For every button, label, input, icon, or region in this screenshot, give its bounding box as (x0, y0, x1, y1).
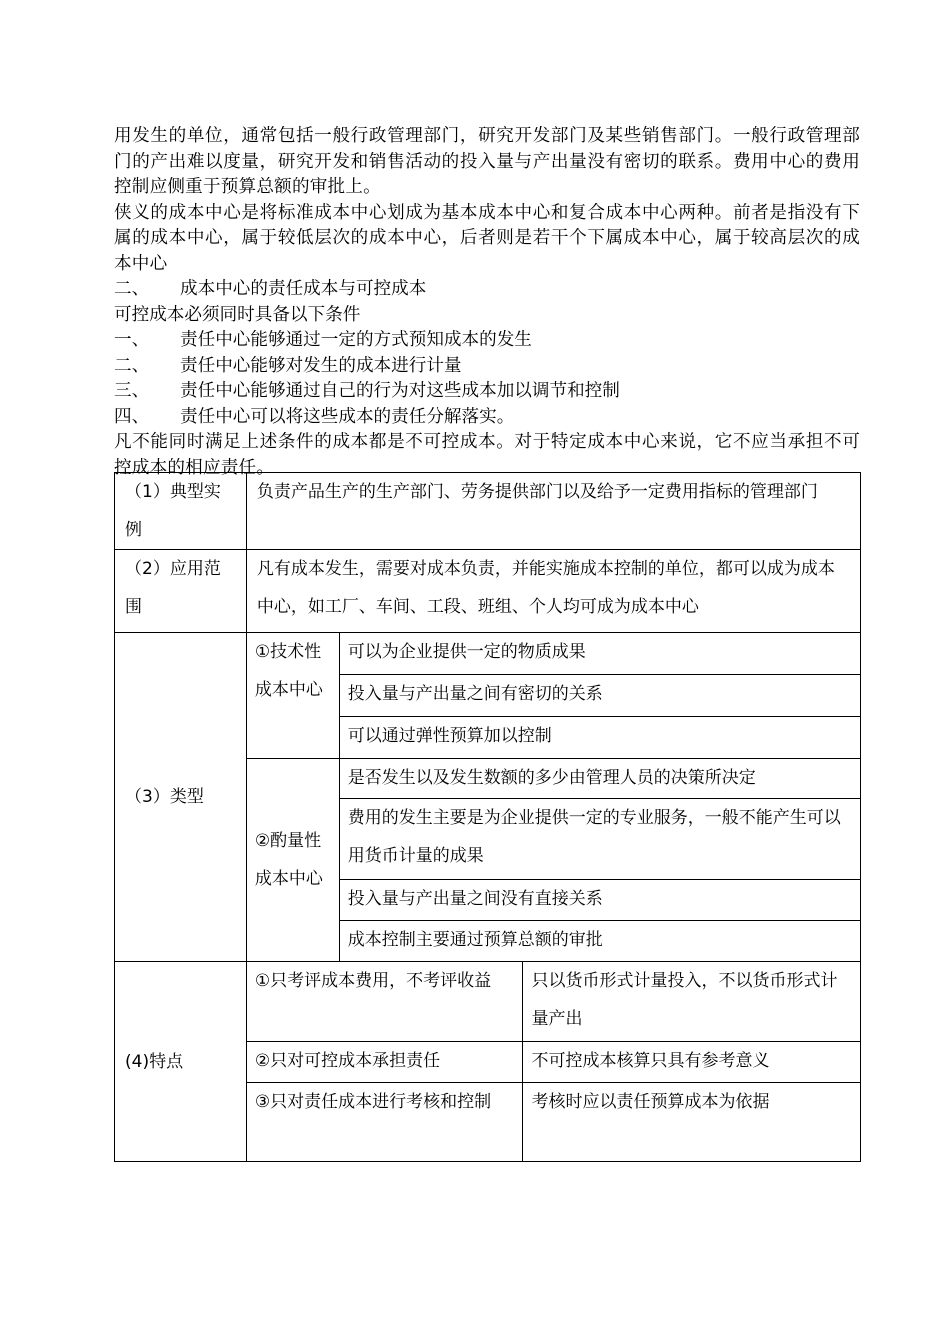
conditions-intro: 可控成本必须同时具备以下条件 (114, 304, 361, 325)
feature-left: ①只考评成本费用，不考评收益 (246, 962, 523, 1042)
technical-cost-center-label: ①技术性成本中心 (246, 633, 339, 759)
technical-item: 可以通过弹性预算加以控制 (339, 717, 860, 759)
section-number: 二、 (114, 279, 150, 299)
discretionary-item: 成本控制主要通过预算总额的审批 (339, 921, 860, 962)
paragraph-expense-center: 用发生的单位，通常包括一般行政管理部门，研究开发部门及某些销售部门。一般行政管理部门的产出难以度量，研究开发和销售活动的投入量与产出量没有密切的联系。费用中心的费用控制应侧重于预算总额的审批上。 (114, 126, 860, 197)
condition-number: 四、 (114, 406, 150, 427)
condition-number: 一、 (114, 330, 150, 350)
feature-left: ②只对可控成本承担责任 (246, 1042, 523, 1083)
feature-right: 不可控成本核算只具有参考意义 (523, 1042, 861, 1083)
condition-item (114, 354, 860, 380)
discretionary-cost-center-label: ②酌量性成本中心 (246, 759, 339, 962)
feature-right: 只以货币形式计量投入，不以货币形式计量产出 (523, 962, 861, 1042)
condition-text: 责任中心可以将这些成本的责任分解落实。 (180, 406, 515, 427)
feature-left: ③只对责任成本进行考核和控制 (246, 1083, 523, 1162)
row-label-typical-examples: （1）典型实例 (115, 473, 247, 550)
row-label-application-scope: （2）应用范围 (115, 550, 247, 633)
table-row (115, 550, 861, 633)
condition-number: 三、 (114, 381, 150, 401)
condition-item (114, 379, 860, 405)
condition-number: 二、 (114, 355, 150, 376)
row-label-types: （3）类型 (115, 633, 247, 962)
application-scope-text: 凡有成本发生，需要对成本负责，并能实施成本控制的单位，都可以成为成本中心，如工厂、车间、工段、班组、个人均可成为成本中心 (246, 550, 860, 633)
document-body (114, 124, 860, 481)
paragraph-narrow-cost-center: 侠义的成本中心是将标准成本中心划成为基本成本中心和复合成本中心两种。前者是指没有下属的成本中心，属于较低层次的成本中心，后者则是若干个下属成本中心，属于较高层次的成本中心 (114, 202, 860, 274)
row-label-features: (4)特点 (115, 962, 247, 1162)
condition-text: 责任中心能够通过自己的行为对这些成本加以调节和控制 (180, 381, 620, 401)
cost-center-table (114, 472, 861, 1162)
technical-item: 投入量与产出量之间有密切的关系 (339, 675, 860, 717)
condition-item (114, 405, 860, 431)
section-title: 成本中心的责任成本与可控成本 (180, 279, 427, 299)
discretionary-item: 投入量与产出量之间没有直接关系 (339, 880, 860, 921)
discretionary-item: 是否发生以及发生数额的多少由管理人员的决策所决定 (339, 759, 860, 799)
table-row (115, 473, 861, 550)
condition-text: 责任中心能够通过一定的方式预知成本的发生 (180, 330, 532, 350)
technical-item: 可以为企业提供一定的物质成果 (339, 633, 860, 675)
discretionary-item: 费用的发生主要是为企业提供一定的专业服务，一般不能产生可以用货币计量的成果 (339, 799, 860, 880)
paragraph-uncontrollable-cost: 凡不能同时满足上述条件的成本都是不可控成本。对于特定成本中心来说，它不应当承担不可控成本的相应责任。 (114, 432, 860, 478)
section-heading (114, 277, 860, 303)
condition-item (114, 328, 860, 354)
condition-text: 责任中心能够对发生的成本进行计量 (180, 355, 462, 376)
typical-examples-text: 负责产品生产的生产部门、劳务提供部门以及给予一定费用指标的管理部门 (246, 473, 860, 550)
feature-right: 考核时应以责任预算成本为依据 (523, 1083, 861, 1162)
table-row (115, 633, 861, 675)
table-row (115, 962, 861, 1042)
